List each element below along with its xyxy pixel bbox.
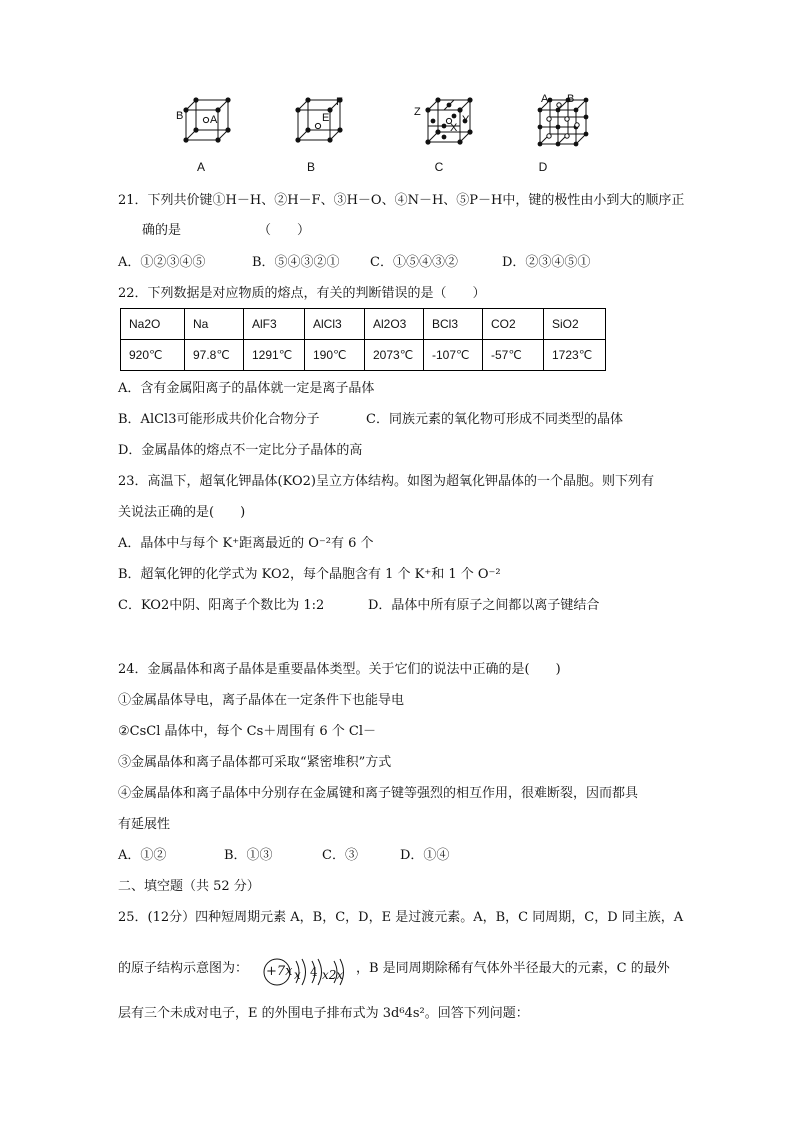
q21-option-d: D．②③④⑤① xyxy=(502,255,591,270)
q23-option-d: D．晶体中所有原子之间都以离子键结合 xyxy=(368,598,600,613)
fig-a-center-label: A xyxy=(210,114,218,126)
table-cell: -107℃ xyxy=(424,340,483,371)
fig-d-label-a: A xyxy=(541,93,549,105)
fig-b-corner-label: F xyxy=(336,96,343,108)
q23-option-a: A．晶体中与每个 K⁺距离最近的 O⁻²有 6 个 xyxy=(118,536,374,551)
table-cell: 1291℃ xyxy=(244,340,305,371)
shell-1-electrons: x xyxy=(294,968,301,982)
q24-option-c: C．③ xyxy=(322,848,358,863)
fig-b-side-label: E xyxy=(322,112,330,124)
table-cell: 1723℃ xyxy=(544,340,606,371)
q24-statement-3: ③金属晶体和离子晶体都可采取“紧密堆积”方式 xyxy=(118,755,392,770)
nucleus-charge: +7x xyxy=(266,964,293,979)
q22-option-c: C．同族元素的氧化物可形成不同类型的晶体 xyxy=(366,412,623,427)
table-cell: CO2 xyxy=(483,309,544,340)
q21-stem-line1: 21．下列共价键①H－H、②H－F、③H－O、④N－H、⑤P－H中，键的极性由小到大的顺序正 xyxy=(118,193,685,208)
q23-stem-line2: 关说法正确的是( ) xyxy=(118,505,246,520)
table-cell: 190℃ xyxy=(305,340,365,371)
table-cell: BCl3 xyxy=(424,309,483,340)
atomic-structure-diagram xyxy=(262,955,362,989)
q24-stem: 24．金属晶体和离子晶体是重要晶体类型。关于它们的说法中正确的是( ) xyxy=(118,662,561,677)
q21-option-b: B．⑤④③②① xyxy=(252,255,340,270)
fig-d-label-b: B xyxy=(567,93,575,105)
q24-statement-4-line2: 有延展性 xyxy=(118,817,171,832)
figure-label-c: C xyxy=(434,160,444,174)
figure-label-d: D xyxy=(538,160,548,174)
q24-option-a: A．①② xyxy=(118,848,167,863)
shell-2-electrons: 4 xyxy=(310,965,318,979)
q22-option-b: B．AlCl3可能形成共价化合物分子 xyxy=(118,412,320,427)
table-cell: 2073℃ xyxy=(365,340,424,371)
crystal-figure-a xyxy=(176,96,236,146)
table-cell: 920℃ xyxy=(121,340,185,371)
q25-line3: 层有三个未成对电子，E 的外围电子排布式为 3d⁶4s²。回答下列问题： xyxy=(118,1006,529,1021)
table-cell: Na xyxy=(185,309,244,340)
table-cell: Na2O xyxy=(121,309,185,340)
q25-line2-after: ，B 是同周期除稀有气体外半径最大的元素，C 的最外 xyxy=(356,961,670,976)
table-cell: AlCl3 xyxy=(305,309,365,340)
q24-statement-1: ①金属晶体导电，离子晶体在一定条件下也能导电 xyxy=(118,693,405,708)
q24-statement-2: ②CsCl 晶体中，每个 Cs＋周围有 6 个 Cl－ xyxy=(118,724,377,739)
fig-a-side-label: B xyxy=(176,110,184,122)
q24-option-d: D．①④ xyxy=(400,848,450,863)
q25-line2-before: 的原子结构示意图为： xyxy=(118,961,249,976)
shell-3-electrons: x2x xyxy=(322,968,344,982)
q24-option-b: B．①③ xyxy=(224,848,273,863)
fig-c-right-label: Y xyxy=(462,114,470,126)
q23-option-c: C．KO2中阴、阳离子个数比为 1:2 xyxy=(118,598,325,613)
fig-c-center-label: X xyxy=(450,122,458,134)
q22-option-d: D．金属晶体的熔点不一定比分子晶体的高 xyxy=(118,443,363,458)
q21-option-c: C．①⑤④③② xyxy=(370,255,458,270)
table-row xyxy=(121,340,606,371)
fig-c-left-label: Z xyxy=(414,106,421,118)
table-cell: SiO2 xyxy=(544,309,606,340)
table-cell: AlF3 xyxy=(244,309,305,340)
q21-option-a: A．①②③④⑤ xyxy=(118,255,206,270)
section-title: 二、填空题（共 52 分） xyxy=(118,879,260,894)
table-cell: -57℃ xyxy=(483,340,544,371)
q23-option-b: B．超氧化钾的化学式为 KO2，每个晶胞含有 1 个 K⁺和 1 个 O⁻² xyxy=(118,567,501,582)
q23-stem-line1: 23．高温下，超氧化钾晶体(KO2)呈立方体结构。如图为超氧化钾晶体的一个晶胞。则下列有 xyxy=(118,474,654,489)
q22-option-a: A．含有金属阳离子的晶体就一定是离子晶体 xyxy=(118,381,375,396)
q21-answer-blank: （ ） xyxy=(258,223,311,238)
q24-statement-4-line1: ④金属晶体和离子晶体中分别存在金属键和离子键等强烈的相互作用，很难断裂，因而都具 xyxy=(118,786,639,801)
figure-label-b: B xyxy=(306,160,315,174)
melting-point-table xyxy=(120,308,606,371)
table-cell: Al2O3 xyxy=(365,309,424,340)
q25-line1: 25．(12分）四种短周期元素 A，B，C，D，E 是过渡元素。A，B，C 同周期，C，D 同主族，A xyxy=(118,910,684,925)
table-row xyxy=(121,309,606,340)
table-cell: 97.8℃ xyxy=(185,340,244,371)
figure-label-a: A xyxy=(196,160,205,174)
q22-stem: 22．下列数据是对应物质的熔点，有关的判断错误的是（ ） xyxy=(118,286,486,301)
q21-stem-line2: 确的是 xyxy=(142,223,182,238)
